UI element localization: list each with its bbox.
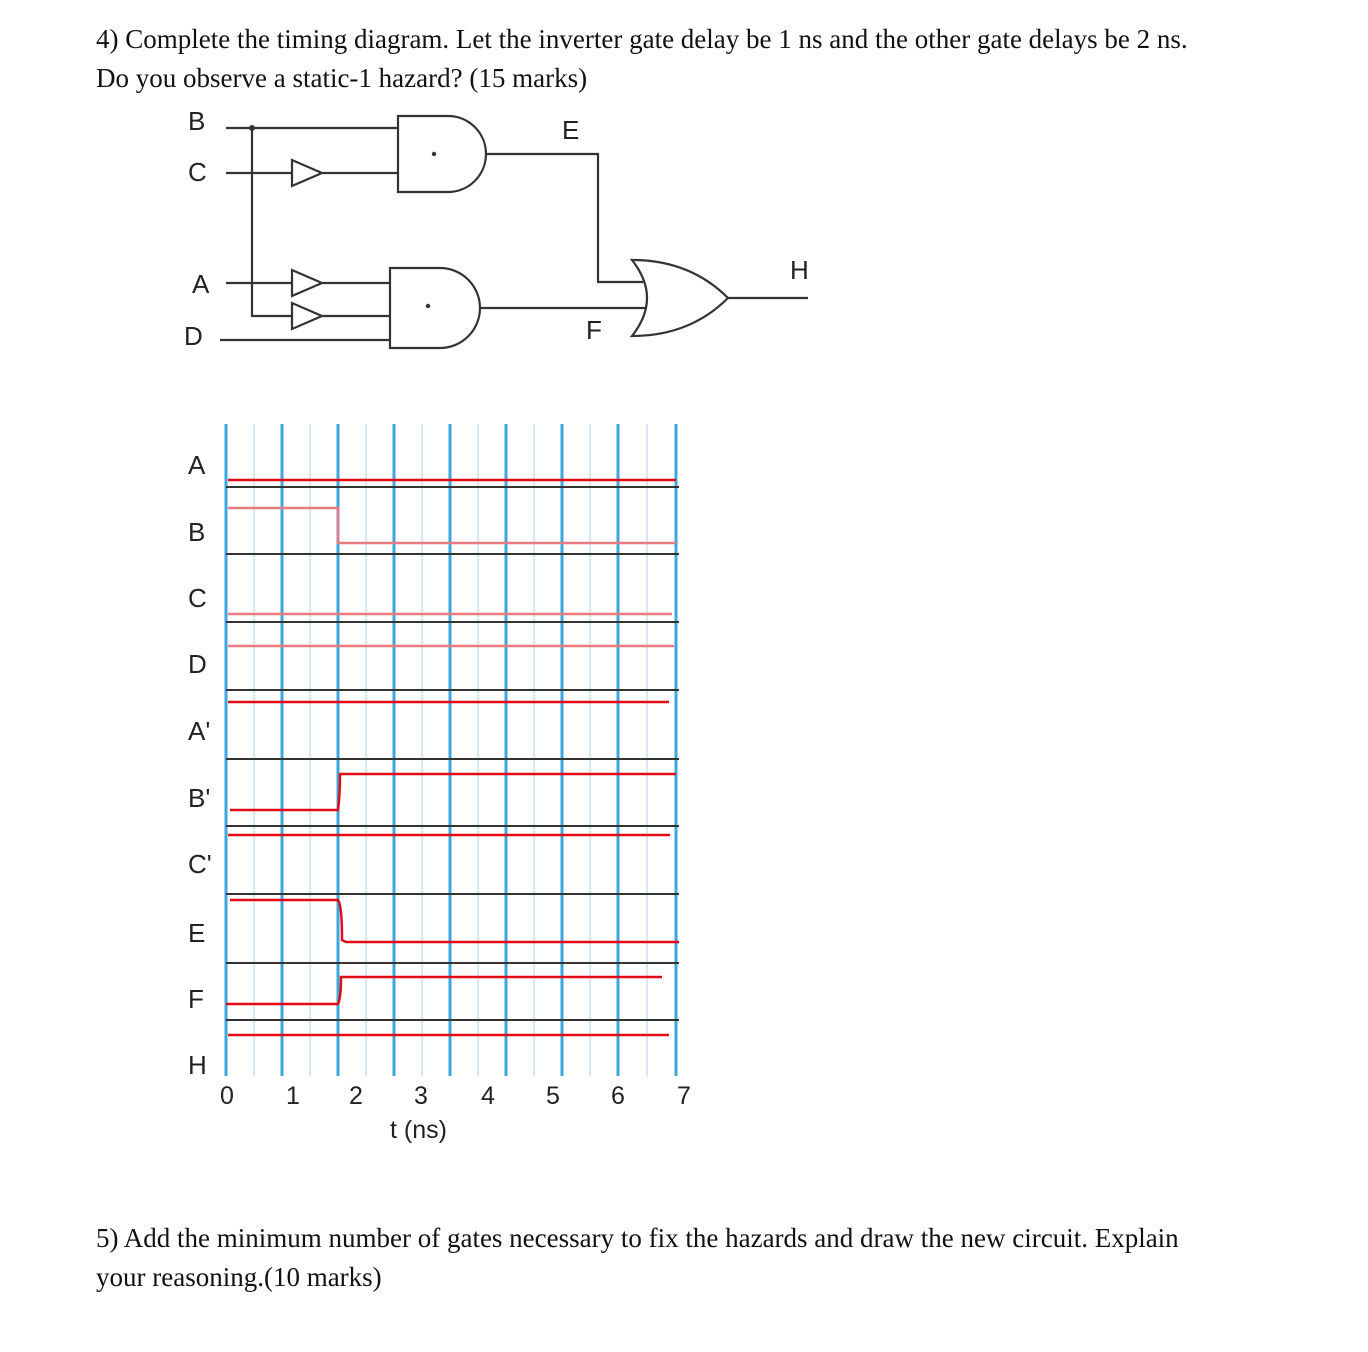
question-5-text: 5) Add the minimum number of gates necessary to fix the hazards and draw the new circuit. Explain your reasoning.(10 marks)	[96, 1223, 1179, 1292]
signal-label-c: C	[188, 583, 207, 613]
and-gate-lower	[390, 268, 480, 348]
signal-label-b: B	[188, 517, 206, 547]
trace-b	[228, 508, 676, 543]
tick-label: 2	[349, 1082, 363, 1110]
trace-b-prime	[230, 774, 676, 810]
or-gate	[632, 260, 728, 336]
and-gate-dot	[426, 304, 430, 308]
node-label-e: E	[562, 115, 580, 145]
time-axis	[220, 1082, 691, 1144]
input-label-c: C	[188, 157, 207, 187]
node-label-h: H	[790, 255, 809, 285]
signal-label-a: A	[188, 450, 206, 480]
signal-label-f: F	[188, 984, 204, 1014]
inverter-a	[292, 270, 322, 296]
wire-e	[486, 154, 643, 282]
wire-b-branch	[252, 128, 292, 316]
inverter-b	[292, 303, 322, 329]
and-gate-upper	[398, 116, 486, 192]
inverter-c	[292, 160, 322, 186]
input-label-d: D	[184, 321, 203, 351]
signal-label-c-prime: C'	[188, 849, 212, 879]
signal-label-h: H	[188, 1050, 207, 1080]
tick-label: 4	[481, 1082, 495, 1110]
tick-label: 0	[220, 1082, 234, 1110]
node-label-f: F	[586, 315, 602, 345]
tick-label: 3	[414, 1082, 428, 1110]
and-gate-dot	[432, 152, 436, 156]
time-axis-label: t (ns)	[390, 1116, 447, 1144]
signal-label-a-prime: A'	[188, 716, 211, 746]
input-label-a: A	[192, 269, 210, 299]
tick-label: 5	[546, 1082, 560, 1110]
tick-label: 7	[677, 1082, 691, 1110]
timing-diagram	[188, 424, 691, 1144]
trace-f	[226, 977, 662, 1004]
trace-e	[230, 900, 679, 942]
signal-label-d: D	[188, 649, 207, 679]
signal-label-b-prime: B'	[188, 783, 211, 813]
question-4-text: 4) Complete the timing diagram. Let the inverter gate delay be 1 ns and the other gate delays be 2 ns. Do you observe a static-1 hazard? (15 marks)	[96, 24, 1188, 93]
tick-label: 6	[611, 1082, 625, 1110]
row-separators	[226, 487, 679, 1020]
input-label-b: B	[188, 106, 206, 136]
circuit-diagram	[184, 106, 809, 351]
answer-traces	[226, 480, 679, 1035]
signal-label-e: E	[188, 918, 206, 948]
tick-label: 1	[286, 1082, 300, 1110]
